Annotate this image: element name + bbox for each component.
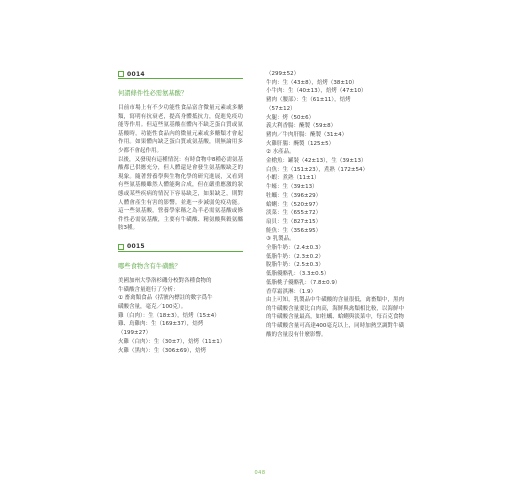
text-line: ③ 乳製品。 [266, 236, 295, 243]
section-number: 0014 [127, 70, 145, 78]
text-line: 火雞（白肉）：生（30±7），焙烤（11±1） [118, 338, 226, 345]
text-line: 牡蠣：生（396±29） [266, 192, 322, 199]
text-line: 淡菜：生（655±72） [266, 210, 322, 217]
text-line: 牛肉：生（43±8），焙烤（38±10） [266, 79, 358, 86]
text-line: （299±52） [266, 71, 300, 77]
text-line: 脫脂牛奶：（2.5±0.3） [266, 262, 324, 269]
square-icon [118, 71, 124, 77]
body-paragraph: 目前市場上有不少功能性食品富含微量元素或多醣類，寫明有抗衰老，提高身體抵抗力，促進免疫功能等作用。但這些氨基酸在體內不缺乏蛋白質或氨基酸時，功能性食品內的微量元素或多醣類才會起作用。如果體內缺乏蛋白質或氨基酸，則無論用多少都不會起作用。 [118, 105, 243, 154]
section-title: 哪些食物含有牛磺酸？ [118, 262, 181, 270]
section-rule [118, 251, 243, 252]
section-rule [118, 78, 243, 79]
text-line: （57±12） [266, 105, 296, 112]
text-line: ① 畜禽類食品（括號內標註的數字爲牛 [118, 295, 213, 302]
section-header-0014 [118, 70, 243, 86]
text-line: 白魚：生（151±23），煮熟（172±54） [266, 166, 368, 173]
text-line: 香草霜淇淋：（1.9） [266, 288, 316, 295]
section-number: 0015 [127, 243, 145, 251]
text-line: （199±27） [118, 330, 152, 337]
square-icon [118, 244, 124, 250]
text-line: 牛蠔：生（39±13） [266, 184, 318, 191]
page-number: 048 [254, 470, 266, 476]
text-line: 低脂桃子優酪乳：（7.8±0.9） [266, 279, 341, 286]
text-line: 低脂牛奶：（2.3±0.2） [266, 253, 324, 260]
text-line: ② 水產品。 [266, 149, 295, 156]
text-line: 蛤蜊：生（520±97） [266, 201, 322, 208]
text-line: 雞（白肉）：生（18±3），焙烤（15±4） [118, 312, 220, 319]
section-title: 何謂條件性必需氨基酸？ [118, 90, 188, 97]
text-line: 磺酸含量，毫克／100克）。 [118, 304, 187, 311]
text-line: 全脂牛奶：（2.4±0.3） [266, 245, 324, 252]
text-line: 火雞肝腸：醃製（125±5） [266, 140, 335, 147]
text-line: 火腿：烤（50±6） [266, 114, 315, 121]
text-line: 小蝦：煮熟（11±1） [266, 175, 320, 182]
body-paragraph: 以後，又發現有這種情況：有時食物中8種必需氨基酸都已供應充分，但人體還是會發生氨基酸缺乏的現象。隨著營養學與生物化學的研究進展，又看到有些氨基酸雖然人體能夠合成，但在嚴重應激的狀態或某些疾病的情況下容易缺乏，如果缺乏，則對人體會產生有害的影響。並進一步減弱免疫功能。這一些氨基酸，營養學家稱之為半必需氨基酸或條件性必需氨基酸，主要有牛磺酸、精氨酸與穀氨醯胺3種。 [118, 156, 243, 232]
text-line: 豬肉（腰部）：生（61±11），焙烤 [266, 97, 351, 104]
body-paragraph: 由上可知，乳製品中牛磺酸的含量很低，禽畜類中，黑肉的牛磺酸含量要比白肉高，海鮮與禽類相比較，以海鮮中的牛磺酸含量最高，如牡蠣、蛤蜊與淡菜中，每百克食物的牛磺酸含量可高達400毫克以上，同時加熱烹調對牛磺酸的含量沒有什麼影響。 [266, 297, 404, 338]
text-line: 義大利香腸：醃製（59±8） [266, 123, 337, 130]
right-column [266, 70, 404, 339]
text-line: 金槍魚：罐裝（42±13），生（39±13） [266, 158, 367, 165]
text-line: 牛磺酸含量進行了分析： [118, 286, 179, 293]
section-header-0015 [118, 243, 243, 259]
text-line: 火雞（黑肉）：生（306±69），焙烤 [118, 347, 207, 354]
text-line: 扇貝：生（827±15） [266, 218, 322, 225]
text-line: 小牛肉：生（40±13），焙烤（47±10） [266, 88, 367, 95]
left-column [118, 70, 243, 355]
text-line: 鮭魚：生（356±95） [266, 227, 322, 234]
text-line: 美國加州大學洛杉磯分校對各種食物的 [118, 277, 212, 284]
text-line: 雞、鳥雞肉：生（169±37），焙烤 [118, 321, 204, 328]
text-line: 低脂優酪乳：（3.3±0.5） [266, 271, 330, 278]
text-line: 豬肉／牛肉肝腸：醃製（31±4） [266, 131, 348, 138]
